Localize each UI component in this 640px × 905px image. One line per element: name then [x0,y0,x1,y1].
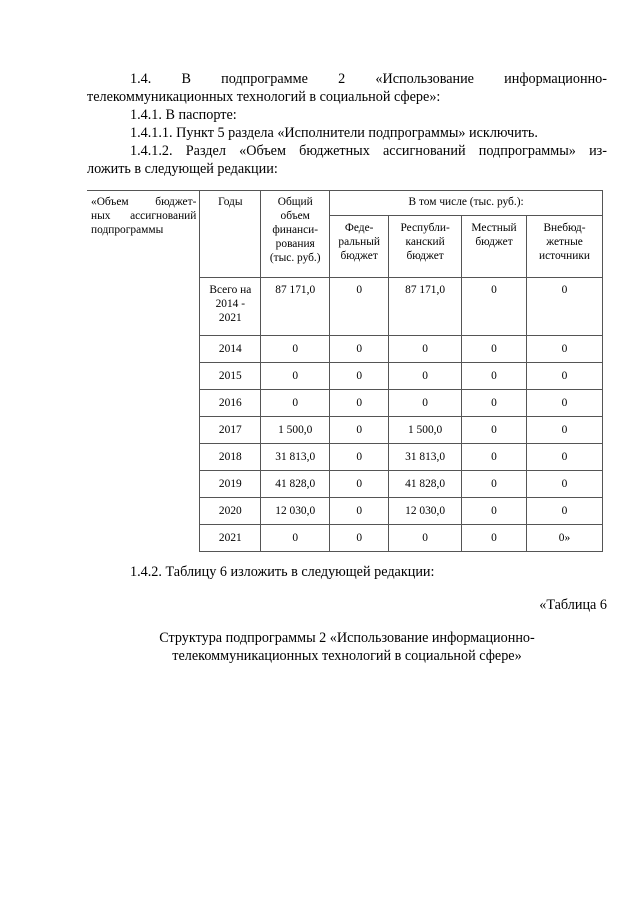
federal-cell: 0 [330,336,389,363]
year-cell: 2020 [200,498,261,525]
federal-cell: 0 [330,417,389,444]
offbudget-cell: 0 [527,498,603,525]
local-cell: 0 [462,498,527,525]
paragraph-1-4-line1: 1.4. В подпрограмме 2 «Использование информационно- [130,71,607,87]
offbudget-cell: 0» [527,525,603,552]
local-cell: 0 [462,278,527,336]
header-republic [389,216,462,278]
offbudget-cell: 0 [527,278,603,336]
header-text: (тыс. руб.) [269,252,321,264]
header-text: рования [275,238,315,250]
local-cell: 0 [462,336,527,363]
year-cell: 2014 [200,336,261,363]
year-cell [200,278,261,336]
federal-cell: 0 [330,498,389,525]
budget-label-line: «Объем бюджет- [91,196,197,208]
local-cell: 0 [462,363,527,390]
budget-label-cell [87,191,200,552]
paragraph-1-4-2: 1.4.2. Таблицу 6 изложить в следующей редакции: [130,564,435,580]
republic-cell: 0 [389,390,462,417]
federal-cell: 0 [330,390,389,417]
republic-cell: 1 500,0 [389,417,462,444]
year-cell: 2015 [200,363,261,390]
header-total-funding [261,191,330,278]
header-text: канский [405,236,445,248]
local-cell: 0 [462,390,527,417]
total-cell: 0 [261,363,330,390]
republic-cell: 12 030,0 [389,498,462,525]
budget-allocation-table [87,190,603,552]
year-cell: 2019 [200,471,261,498]
total-cell: 0 [261,336,330,363]
republic-cell: 87 171,0 [389,278,462,336]
federal-cell: 0 [330,444,389,471]
header-text: Местный [471,222,517,234]
header-text: Внебюд- [543,222,586,234]
year-cell: 2021 [200,525,261,552]
total-cell: 87 171,0 [261,278,330,336]
federal-cell: 0 [330,471,389,498]
header-text: ральный [338,236,380,248]
paragraph-1-4-1-1: 1.4.1.1. Пункт 5 раздела «Исполнители подпрограммы» исключить. [130,125,538,141]
header-text: Республи- [400,222,450,234]
year-text: 2021 [218,312,242,324]
local-cell: 0 [462,444,527,471]
offbudget-cell: 0 [527,471,603,498]
total-cell: 0 [261,525,330,552]
local-cell: 0 [462,417,527,444]
local-cell: 0 [462,525,527,552]
header-text: бюджет [340,250,378,262]
header-text: финанси- [272,224,319,236]
federal-cell: 0 [330,363,389,390]
offbudget-cell: 0 [527,444,603,471]
republic-cell: 41 828,0 [389,471,462,498]
structure-title-line1: Структура подпрограммы 2 «Использование информационно- [159,630,535,646]
offbudget-cell: 0 [527,336,603,363]
year-cell: 2016 [200,390,261,417]
header-text: Феде- [344,222,374,234]
budget-label-line: подпрограммы [91,224,164,236]
header-including: В том числе (тыс. руб.): [330,191,603,216]
header-years: Годы [200,191,261,278]
federal-cell: 0 [330,278,389,336]
offbudget-cell: 0 [527,363,603,390]
header-text: объем [280,210,310,222]
header-text: жетные [546,236,583,248]
header-text: Общий [277,196,313,208]
structure-title-line2: телекоммуникационных технологий в социальной сфере» [172,648,522,664]
republic-cell: 31 813,0 [389,444,462,471]
total-cell: 31 813,0 [261,444,330,471]
paragraph-1-4-1-2-line1: 1.4.1.2. Раздел «Объем бюджетных ассигнований подпрограммы» из- [130,143,607,159]
offbudget-cell: 0 [527,417,603,444]
budget-label-line: ных ассигнований [91,210,197,222]
total-cell: 0 [261,390,330,417]
header-federal [330,216,389,278]
republic-cell: 0 [389,336,462,363]
paragraph-1-4-1: 1.4.1. В паспорте: [130,107,237,123]
year-text: Всего на [209,284,252,296]
year-text: 2014 - [215,298,246,310]
paragraph-1-4-line2: телекоммуникационных технологий в социальной сфере»: [87,89,441,105]
offbudget-cell: 0 [527,390,603,417]
republic-cell: 0 [389,525,462,552]
year-cell: 2018 [200,444,261,471]
total-cell: 12 030,0 [261,498,330,525]
paragraph-1-4-1-2-line2: ложить в следующей редакции: [87,161,278,177]
republic-cell: 0 [389,363,462,390]
header-text: бюджет [475,236,513,248]
federal-cell: 0 [330,525,389,552]
header-local [462,216,527,278]
total-cell: 1 500,0 [261,417,330,444]
header-text: источники [539,250,590,262]
year-cell: 2017 [200,417,261,444]
local-cell: 0 [462,471,527,498]
total-cell: 41 828,0 [261,471,330,498]
header-offbudget [527,216,603,278]
table-caption: «Таблица 6 [539,597,607,613]
header-text: бюджет [406,250,444,262]
